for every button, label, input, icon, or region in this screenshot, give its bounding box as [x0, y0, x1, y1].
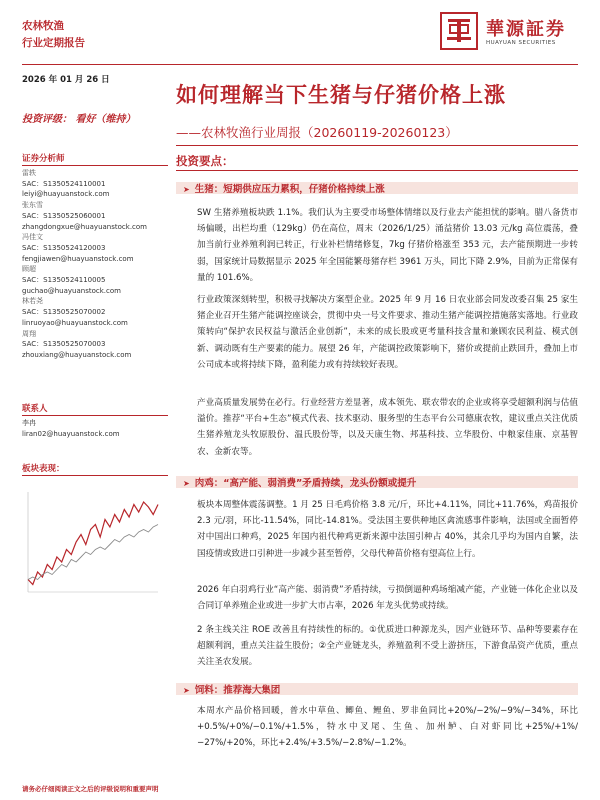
section-paragraph: 板块本周整体震荡调整。1 月 25 日毛鸡价格 3.8 元/斤，环比+4.11%，同比+11.76%，鸡苗报价 2.3 元/羽，环比-11.54%，同比-14.81%。受法国主要供种地区禽流感事件影响，法国或全面暂停对中国出口种鸡，2025 年国内祖代种鸡更新来源中法国引种占 40%，其余几乎均为国内自繁，法国疫情或致进口引种进一步减少甚至暂停，父母代种苗价格有望高位上行。 — [197, 500, 578, 559]
section-paragraph: SW 生猪养殖板块跌 1.1%。我们认为主要受市场整体情绪以及行业去产能担忧的影响。腊八备货市场偏暖，出栏均重（129kg）仍在高位，周末（2026/1/25）涌益猪价 13.03 元/kg 高位震荡，叠加当前行业养殖利润已转正，行业补栏情绪修复，7kg 仔猪价格涨至 353 元，去产能预期进一步转弱，国家统计局数据显示 2025 年全国能繁母猪存栏 3961 万头，同比下降 2.9%，目前为正常保有量的 101.6%。 — [197, 208, 578, 283]
analysts-divider — [22, 165, 168, 166]
analyst-email[interactable]: zhangdongxue@huayuanstock.com — [22, 222, 147, 231]
analyst-entry — [22, 296, 168, 328]
analyst-name: 林若尧 — [22, 297, 43, 306]
logo-english: HUAYUAN SECURITIES — [486, 40, 556, 46]
key-points-heading: 投资要点： — [176, 154, 234, 168]
section-heading-feed — [183, 682, 280, 696]
analyst-email[interactable]: fengjiawen@huayuanstock.com — [22, 254, 134, 263]
section-label: 肉鸡：“高产能、弱消费”矛盾持续，龙头份额或提升 — [194, 478, 417, 489]
analyst-entry — [22, 200, 168, 232]
chart-divider — [22, 475, 168, 476]
chart-series-line — [28, 525, 158, 580]
analyst-email[interactable]: linruoyao@huayuanstock.com — [22, 318, 128, 327]
sector-performance-chart — [22, 488, 160, 598]
section-paragraph: 产业高质量发展势在必行。行业经营方差显著，成本领先、联农带农的企业或将享受超额利润与估值溢价。推荐“平台+生态”模式代表、技术驱动、服务型的生态平台公司德康农牧，建议重点关注优质生猪养殖龙头牧原股份、温氏股份等，以及天康生物、邦基科技、立华股份、中粮家佳康、京基智农、金新农等。 — [197, 398, 578, 457]
analyst-sac: SAC：S1350524110005 — [22, 276, 106, 285]
contact-name: 李冉 — [22, 419, 36, 427]
contact-divider — [22, 415, 168, 416]
section-paragraph: 2 条主线关注 ROE 改善且有持续性的标的。①优质进口种源龙头，因产业链环节、品种等要素存在超额利润，重点关注益生股份；②全产业链龙头，养殖盈利不受上游挤压，下游食品资产优质，重点关注圣农发展。 — [197, 625, 578, 668]
subtitle-divider — [176, 145, 578, 146]
chart-svg — [22, 488, 160, 598]
contact-email[interactable]: liran02@huayuanstock.com — [22, 429, 120, 438]
section-label: 生猪：短期供应压力累积，仔猪价格持续上涨 — [194, 184, 385, 195]
key-points-divider — [176, 170, 578, 171]
arrow-bullet-icon: ➤ — [183, 479, 190, 488]
logo-icon — [440, 12, 478, 50]
analyst-entry — [22, 232, 168, 264]
report-title: 如何理解当下生猪与仔猪价格上涨 — [176, 82, 506, 107]
analyst-list — [22, 168, 168, 361]
report-subtitle: ——农林牧渔行业周报（20260119-20260123） — [176, 125, 458, 140]
section-heading-pigs — [183, 181, 385, 195]
header-divider — [22, 64, 578, 65]
section-label: 饲料：推荐海大集团 — [194, 685, 281, 696]
analyst-email[interactable]: leiyi@huayuanstock.com — [22, 190, 110, 199]
report-date: 2026 年 01 月 26 日 — [22, 75, 110, 85]
section-heading-broilers — [183, 475, 416, 489]
sector-label: 农林牧渔 — [22, 20, 64, 32]
analyst-name: 雷轶 — [22, 169, 36, 177]
analyst-name: 顾超 — [22, 265, 36, 274]
analyst-sac: SAC：S1350524110001 — [22, 179, 106, 188]
analyst-name: 冯佳文 — [22, 233, 43, 242]
analyst-sac: SAC：S1350525060001 — [22, 211, 106, 220]
section-paragraph: 2026 年白羽鸡行业“高产能、弱消费”矛盾持续，亏损倒逼种鸡场缩减产能，产业链一体化企业以及合同订单养殖企业或进一步扩大市占率，2026 年龙头优势或持续。 — [197, 585, 578, 612]
analyst-sac: SAC：S1350525070002 — [22, 308, 106, 317]
arrow-bullet-icon: ➤ — [183, 185, 190, 194]
chart-heading: 板块表现： — [22, 464, 65, 474]
analysts-heading: 证券分析师 — [22, 154, 65, 164]
analyst-sac: SAC：S1350525070003 — [22, 340, 106, 349]
arrow-bullet-icon: ➤ — [183, 686, 190, 695]
analyst-sac: SAC：S1350524120003 — [22, 243, 106, 252]
investment-rating: 投资评级： 看好（维持） — [22, 114, 136, 125]
analyst-entry — [22, 168, 168, 200]
footer-disclaimer: 请务必仔细阅读正文之后的评级说明和重要声明 — [22, 785, 159, 793]
section-paragraph: 行业政策深刻转型，积极寻找解决方案型企业。2025 年 9 月 16 日农业部会同发改委召集 25 家生猪企业召开生猪产能调控座谈会，贯彻中央一号文件要求、推动生猪产能调控措施落实落地。行业政策转向“保护农民权益与激活企业创新”，未来的成长股或更考量科技含量和兼顾农民利益、模式创新、调动既有生产要素的能力。展望 26 年，产能调控政策影响下，猪价或提前止跌回升，叠加上市公司成本或将持续下降，盈利能力或有持续较好表现。 — [197, 295, 578, 370]
report-type-label: 行业定期报告 — [22, 37, 85, 49]
analyst-entry — [22, 329, 168, 361]
contact-heading: 联系人 — [22, 404, 48, 414]
logo-name: 華源証券 — [486, 19, 566, 40]
analyst-name: 周翔 — [22, 329, 36, 338]
report-sector-block — [22, 18, 85, 52]
analyst-email[interactable]: zhouxiang@huayuanstock.com — [22, 350, 132, 359]
contact-block — [22, 418, 120, 439]
section-paragraph: 本周水产品价格回暖，普水中草鱼、鲫鱼、鲤鱼、罗非鱼同比+20%/−2%/−9%/−34%，环比+0.5%/+0%/−0.1%/+1.5%，特水中叉尾、生鱼、加州鲈、白对虾同比+25%/+1%/−27%/+20%，环比+2.4%/+3.5%/−2.8%/−1.2%。 — [197, 706, 578, 749]
analyst-email[interactable]: guchao@huayuanstock.com — [22, 286, 121, 295]
analyst-entry — [22, 264, 168, 296]
analyst-name: 张东雪 — [22, 201, 43, 210]
